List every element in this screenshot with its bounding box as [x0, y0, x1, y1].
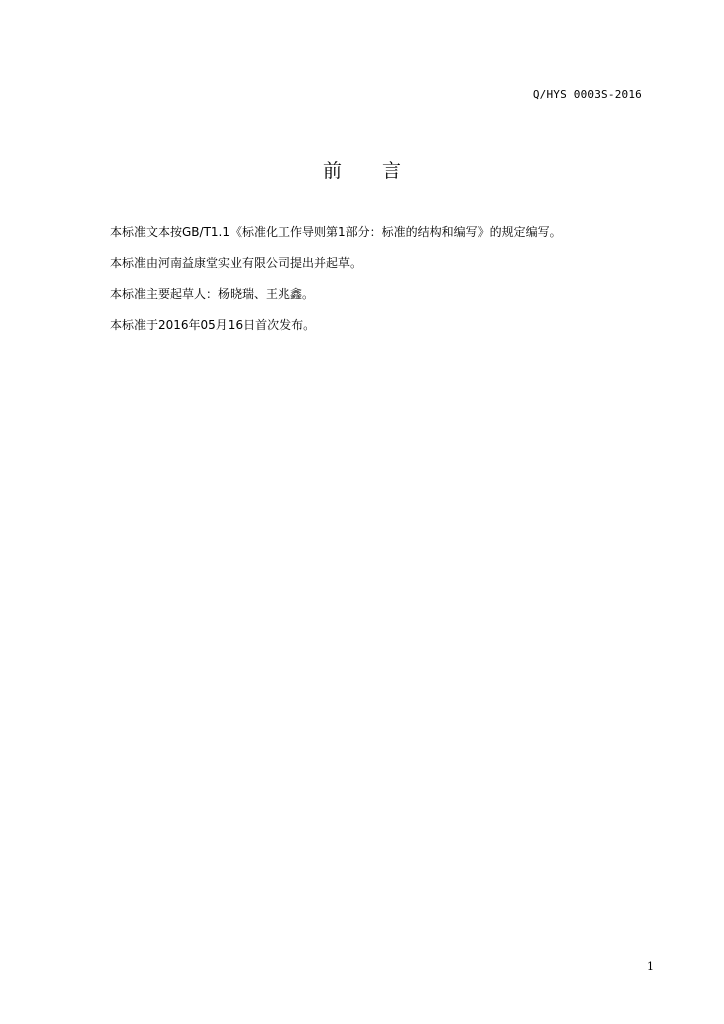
- page-title-char-1: 前: [322, 160, 342, 182]
- paragraph-release-date: 本标准于2016年05月16日首次发布。: [110, 318, 316, 332]
- paragraph-proposer: 本标准由河南益康堂实业有限公司提出并起草。: [110, 256, 363, 270]
- standard-code: Q/HYS 0003S-2016: [532, 88, 642, 101]
- paragraph-drafting-rule: 本标准文本按GB/T1.1《标准化工作导则第1部分：标准的结构和编写》的规定编写。: [110, 225, 562, 239]
- page-title-char-2: 言: [382, 160, 402, 182]
- foreword-body: [110, 224, 650, 348]
- page-title: [0, 156, 724, 183]
- page-number: 1: [647, 960, 654, 973]
- paragraph-drafters: 本标准主要起草人：杨晓瑞、王兆鑫。: [110, 287, 315, 301]
